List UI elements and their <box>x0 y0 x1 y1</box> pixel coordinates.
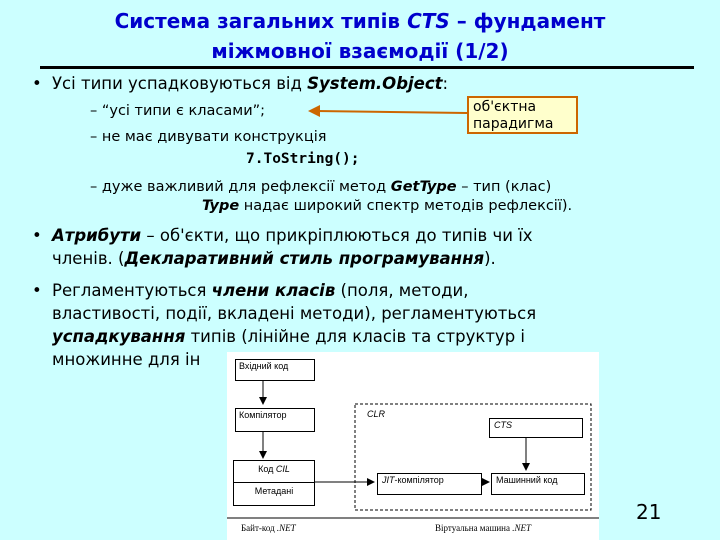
cil-box: Код CIL Метадані <box>233 460 315 506</box>
page-number: 21 <box>636 500 662 524</box>
bytecode-label: Байт-код .NET <box>241 523 296 533</box>
sub-all-classes: – “усі типи є класами”; <box>90 103 266 119</box>
bullet-system-object: • Усі типи успадковуються від System.Object: <box>32 74 449 93</box>
sub-gettype: – дуже важливий для рефлексії метод GetType – тип (клас) <box>90 179 552 195</box>
source-code-box: Вхідний код <box>235 359 315 381</box>
jit-compiler-box: JIT-компілятор <box>377 473 482 495</box>
cts-box: CTS <box>489 418 583 438</box>
compiler-box: Компілятор <box>235 408 315 432</box>
clr-diagram <box>227 352 599 540</box>
sub-type-reflection: Type надає широкий спектр методів рефлексії). <box>202 198 573 214</box>
callout-object-paradigm: об'єктна парадигма <box>467 96 578 134</box>
vm-label: Віртуальна машина .NET <box>435 523 532 533</box>
bullet-class-members: • Регламентуються члени класів (поля, методи, властивості, події, вкладені методи), регламентуються успадкування типів (лінійне для класів та структур і множинне для ін <box>32 281 537 369</box>
code-tostring: 7.ToString(); <box>246 151 360 167</box>
sub-tostring: – не має дивувати конструкція <box>90 129 327 145</box>
clr-label: CLR <box>367 409 386 419</box>
bullet-attributes: • Атрибути – об'єкти, що прикріплюються до типів чи їх членів. (Декларативний стиль програмування). <box>32 226 533 268</box>
machine-code-box: Машинний код <box>491 473 585 495</box>
slide-title: Система загальних типів CTS – фундамент міжмовної взаємодії (1/2) <box>114 9 606 63</box>
